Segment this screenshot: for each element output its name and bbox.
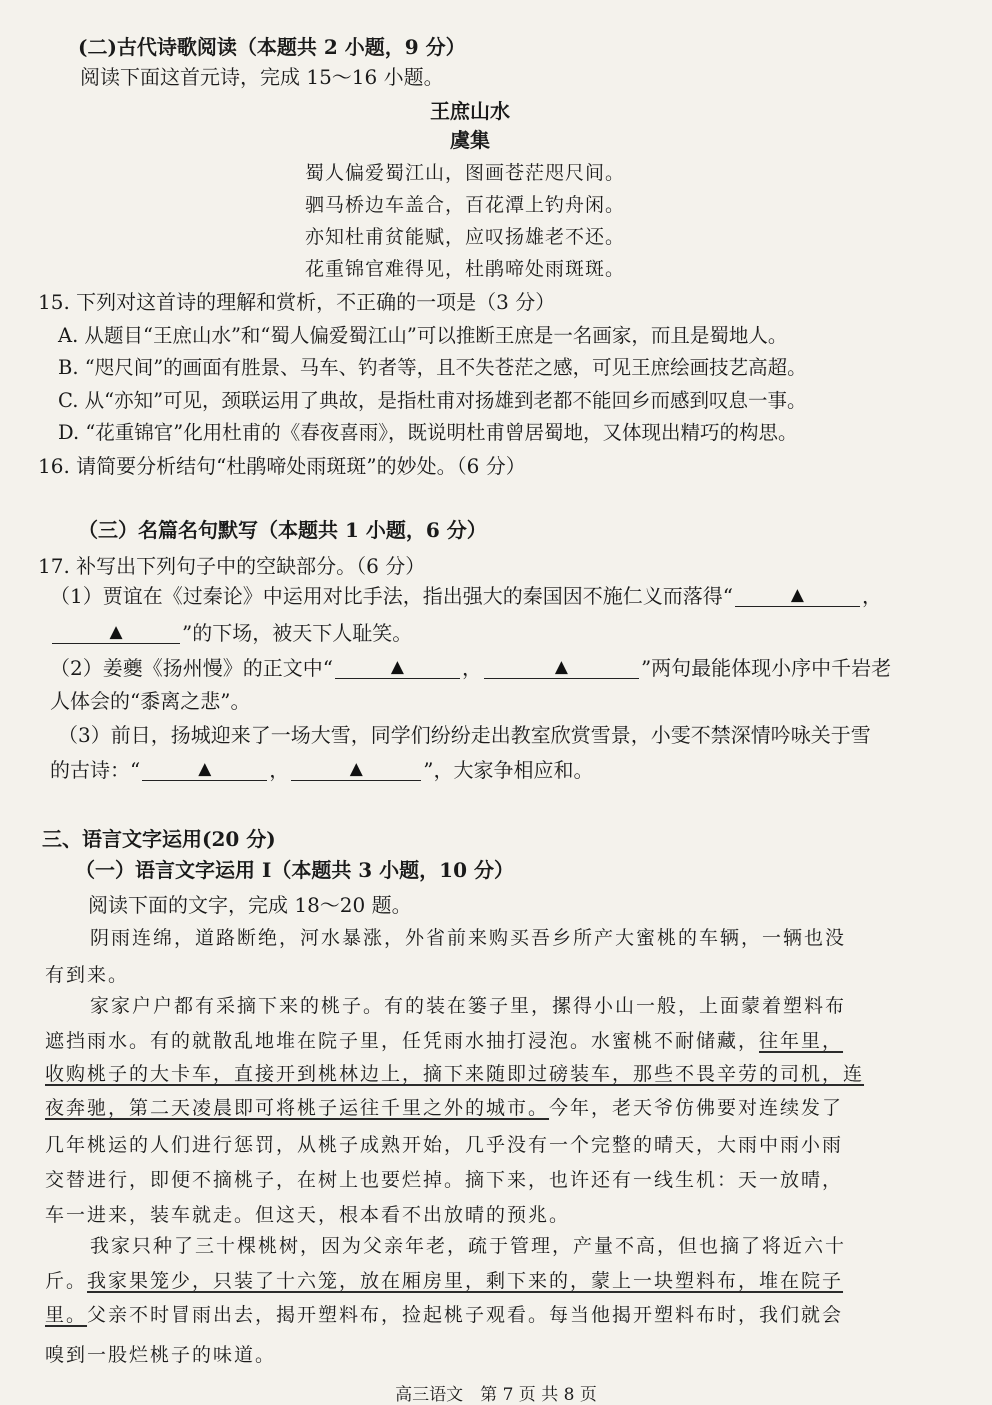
question-15-option-d: D. “花重锦官”化用杜甫的《春夜喜雨》，既说明杜甫曾居蜀地，又体现出精巧的构思。 (58, 421, 798, 444)
underlined-sentence-2: 里。 (45, 1304, 88, 1326)
underlined-sentence-1: 收购桃子的大卡车，直接开到桃林边上，摘下来随即过磅装车，那些不畏辛劳的司机，连 (45, 1063, 865, 1085)
question-17-stem: 17. 补写出下列句子中的空缺部分。（6 分） (38, 554, 426, 578)
passage-line: 车一进来，装车就走。但这天，根本看不出放晴的预兆。 (45, 1204, 571, 1226)
passage-line: 我家只种了三十棵桃树，因为父亲年老，疏于管理，产量不高，但也摘了将近六十 (90, 1235, 847, 1257)
passage-line: 遮挡雨水。有的就散乱地堆在院子里，任凭雨水抽打浸泡。水蜜桃不耐储藏，往年里， (45, 1030, 844, 1052)
question-15-option-a: A. 从题目“王庶山水”和“蜀人偏爱蜀江山”可以推断王庶是一名画家，而且是蜀地人。 (58, 324, 788, 347)
section-heading-language-use-1: （一）语言文字运用 I（本题共 3 小题，10 分） (75, 858, 514, 882)
passage-line: 嗅到一股烂桃子的味道。 (45, 1344, 277, 1366)
poetry-instruction: 阅读下面这首元诗，完成 15～16 小题。 (80, 65, 444, 89)
underlined-sentence-2: 我家果笼少，只装了十六笼，放在厢房里，剩下来的，蒙上一块塑料布，堆在院子 (87, 1270, 844, 1292)
answer-blank[interactable] (484, 656, 639, 679)
poem-title: 王庶山水 (430, 99, 510, 123)
question-17-part-3-line-1: （3）前日，扬城迎来了一场大雪，同学们纷纷走出教室欣赏雪景，小雯不禁深情吟咏关于雪 (58, 723, 871, 747)
question-15-option-c: C. 从“亦知”可见，颈联运用了典故，是指杜甫对扬雄到老都不能回乡而感到叹息一事。 (58, 389, 807, 412)
question-16-stem: 16. 请简要分析结句“杜鹃啼处雨斑斑”的妙处。（6 分） (38, 454, 526, 478)
answer-blank[interactable] (735, 584, 860, 607)
question-17-part-1-line-1: （1）贾谊在《过秦论》中运用对比手法，指出强大的秦国因不施仁义而落得“▲ ， (50, 583, 882, 609)
question-17-part-2-line-2: 人体会的“黍离之悲”。 (50, 689, 251, 713)
section-heading-poetry: (二)古代诗歌阅读（本题共 2 小题，9 分） (78, 35, 466, 59)
part-heading-language-use: 三、语言文字运用(20 分) (42, 827, 276, 851)
question-17-part-3-line-2: 的古诗：“▲ ，▲ ”，大家争相应和。 (50, 757, 593, 783)
question-15-stem: 15. 下列对这首诗的理解和赏析，不正确的一项是（3 分） (38, 290, 556, 314)
page-footer: 高三语文 第 7 页 共 8 页 (395, 1385, 597, 1405)
answer-blank[interactable] (291, 758, 421, 781)
underlined-sentence-1: 往年里， (759, 1030, 844, 1052)
answer-blank[interactable] (142, 758, 267, 781)
poem-line: 驷马桥边车盖合，百花潭上钓舟闲。 (305, 194, 626, 216)
section-heading-recitation: （三）名篇名句默写（本题共 1 小题，6 分） (78, 518, 487, 542)
answer-blank[interactable] (335, 656, 460, 679)
answer-blank[interactable] (52, 621, 180, 644)
passage-line: 有到来。 (45, 964, 130, 986)
passage-line: 阴雨连绵，道路断绝，河水暴涨，外省前来购买吾乡所产大蜜桃的车辆，一辆也没 (90, 927, 847, 949)
passage-line: 里。父亲不时冒雨出去，揭开塑料布，捡起桃子观看。每当他揭开塑料布时，我们就会 (45, 1304, 844, 1326)
poem-author: 虞集 (450, 128, 490, 152)
passage-line: 家家户户都有采摘下来的桃子。有的装在篓子里，摞得小山一般，上面蒙着塑料布 (90, 995, 847, 1017)
poem-line: 亦知杜甫贫能赋，应叹扬雄老不还。 (305, 226, 626, 248)
passage-line: 夜奔驰，第二天凌晨即可将桃子运往千里之外的城市。今年，老天爷仿佛要对连续发了 (45, 1097, 844, 1119)
passage-line: 交替进行，即便不摘桃子，在树上也要烂掉。摘下来，也许还有一线生机：天一放晴， (45, 1169, 844, 1191)
language-use-instruction: 阅读下面的文字，完成 18～20 题。 (88, 893, 412, 917)
question-17-part-1-line-2: ▲”的下场，被天下人耻笑。 (50, 620, 412, 646)
question-17-part-2-line-1: （2）姜夔《扬州慢》的正文中“▲ ，▲ ”两句最能体现小序中千岩老 (50, 655, 891, 681)
underlined-sentence-1: 夜奔驰，第二天凌晨即可将桃子运往千里之外的城市。 (45, 1097, 550, 1119)
poem-line: 蜀人偏爱蜀江山，图画苍茫咫尺间。 (305, 162, 626, 184)
passage-line: 斤。我家果笼少，只装了十六笼，放在厢房里，剩下来的，蒙上一块塑料布，堆在院子 (45, 1270, 844, 1292)
question-15-option-b: B. “咫尺间”的画面有胜景、马车、钓者等，且不失苍茫之感，可见王庶绘画技艺高超。 (58, 356, 807, 379)
passage-line: 几年桃运的人们进行惩罚，从桃子成熟开始，几乎没有一个完整的晴天，大雨中雨小雨 (45, 1134, 844, 1156)
poem-line: 花重锦官难得见，杜鹃啼处雨斑斑。 (305, 258, 626, 280)
